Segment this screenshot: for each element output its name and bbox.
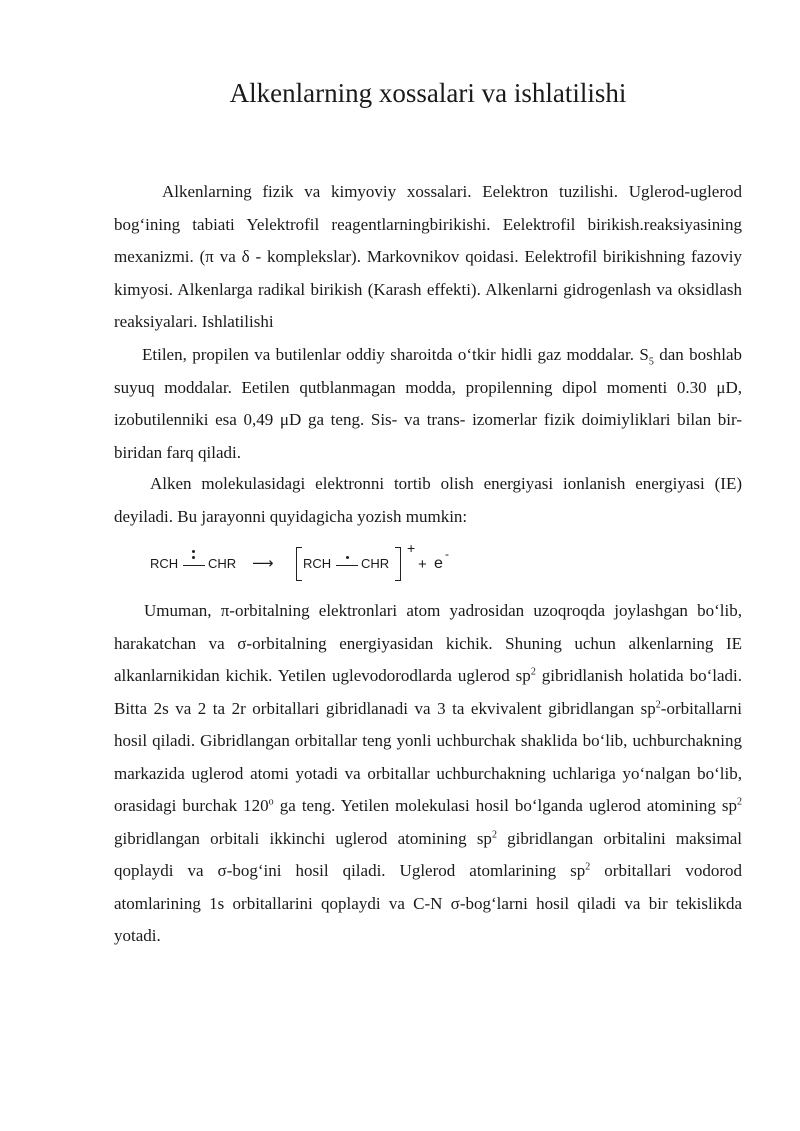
- ionization-equation: [150, 540, 470, 585]
- hybridization-paragraph: [114, 595, 742, 953]
- electron-symbol: e: [434, 555, 443, 572]
- superscript: 2: [737, 796, 742, 808]
- radical-dot: [346, 556, 349, 559]
- intro-paragraph: Alkenlarning fizik va kimyoviy xossalari. Eelektron tuzilishi. Uglerod-uglerod bog‘ining tabiati Yelektrofil reagentlarningbirikishi. Eelektrofil birikish.reaksiyasining mexanizmi. (π va δ - komplekslar). Markovnikov qoidasi. Eelektrofil birikishning fazoviy kimyosi. Alkenlarga radikal birikish (Karash effekti). Alkenlarni gidrogenlash va oksidlash reaksiyalari. Ishlatilishi: [114, 182, 742, 331]
- paragraph-text: ga teng. Yetilen molekulasi hosil bo‘lganda uglerod atomining sp: [273, 796, 737, 815]
- plus-sign: +: [418, 556, 427, 573]
- reactant-rch: RCH: [150, 556, 179, 571]
- electron-charge: -: [445, 547, 449, 561]
- electron-dot: [192, 556, 195, 559]
- paragraph-text: gibridlangan orbitali ikkinchi uglerod atomining sp: [114, 828, 492, 848]
- superscript: 2: [530, 666, 536, 678]
- superscript: 2: [655, 698, 661, 710]
- left-bracket: [296, 547, 302, 581]
- subscript: 5: [648, 356, 654, 368]
- single-bond-line: [336, 565, 358, 566]
- paragraph-text: gibridlangan orbitalini maksimal qoplaydi va σ-bog‘ini hosil qiladi. Uglerod atomlarining sp: [114, 828, 743, 880]
- paragraph-text: dan boshlab suyuq moddalar. Eetilen qutblanmagan modda, propilenning dipol momenti 0.30 μD, izobutilenniki esa 0,49 μD ga teng. Sis- va trans- izomerlar fizik doimiyliklari bilan bir-biridan farq qiladi.: [114, 345, 742, 462]
- page-title: Alkenlarning xossalari va ishlatilishi: [229, 78, 627, 108]
- ionization-paragraph: Alken molekulasidagi elektronni tortib olish energiyasi ionlanish energiyasi (IE) deyiladi. Bu jarayonni quyidagicha yozish mumkin:: [114, 474, 742, 526]
- reactant-chr: CHR: [208, 556, 237, 571]
- superscript: 2: [491, 828, 497, 840]
- paragraph-text: Umuman, π-orbitalning elektronlari atom yadrosidan uzoqroqda joylashgan bo‘lib, harakatchan va σ-orbitalning energiyasidan kichik. Shuning uchun alkenlarning IE alkanlarnikidan kichik. Yetilen uglevodorodlarda uglerod sp: [114, 601, 742, 685]
- physical-properties-paragraph: [114, 339, 742, 469]
- paragraph-text: orbitallari vodorod atomlarining 1s orbitallarini qoplaydi va C-N σ-bog‘larni hosil qiladi va bir tekislikda yotadi.: [114, 861, 742, 945]
- paragraph-text: gibridlanish holatida bo‘ladi. Bitta 2s va 2 ta 2r orbitallari gibridlanadi va 3 ta ekvivalent gibridlangan sp: [114, 666, 742, 718]
- double-bond-line: [183, 565, 205, 566]
- superscript: 2: [585, 861, 591, 873]
- electron-dot: [192, 550, 195, 553]
- superscript: o: [268, 796, 274, 808]
- positive-charge: +: [407, 540, 416, 556]
- right-bracket: [395, 547, 401, 581]
- reaction-arrow: ⟶: [252, 555, 274, 572]
- cation-rch: RCH: [303, 556, 332, 571]
- paragraph-text: Etilen, propilen va butilenlar oddiy sharoitda o‘tkir hidli gaz moddalar. S: [142, 345, 649, 364]
- cation-chr: CHR: [361, 556, 390, 571]
- paragraph-text: -orbitallarni hosil qiladi. Gibridlangan orbitallar teng yonli uchburchak shaklida bo‘lib, uchburchakning markazida uglerod atomi yotadi va orbitallar uchburchakning uchlariga yo‘nalgan bo‘lib, orasidagi burchak 120: [114, 698, 742, 815]
